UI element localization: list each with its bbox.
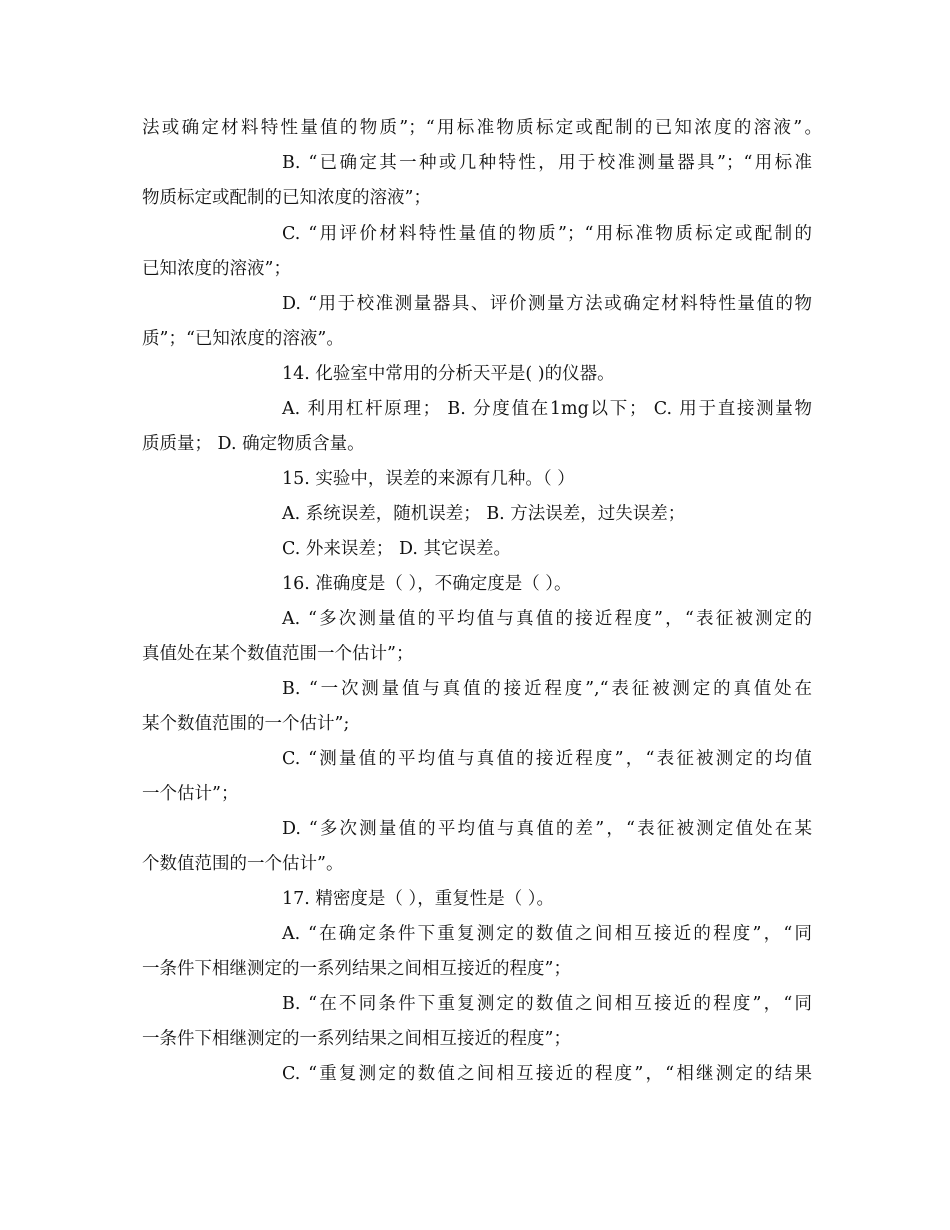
text-line: 物质标定或配制的已知浓度的溶液”； <box>142 188 431 208</box>
text-line: D. “多次测量值的平均值与真值的差”，“表征被测定值处在某 <box>282 819 812 839</box>
text-line: 一条件下相继测定的一系列结果之间相互接近的程度”； <box>142 959 571 979</box>
text-line: 质”；“已知浓度的溶液”。 <box>142 329 344 349</box>
text-line: 质质量； D. 确定物质含量。 <box>142 434 365 454</box>
text-line: A. 利用杠杆原理； B. 分度值在1mg以下； C. 用于直接测量物 <box>282 399 812 419</box>
text-line: A. “多次测量值的平均值与真值的接近程度”，“表征被测定的 <box>282 609 812 629</box>
text-line: B. “一次测量值与真值的接近程度”,“表征被测定的真值处在 <box>282 679 812 699</box>
text-line: B. “在不同条件下重复测定的数值之间相互接近的程度”，“同 <box>282 994 812 1014</box>
question-16: 16. 准确度是（ ），不确定度是（ ）。 <box>282 574 572 594</box>
text-line: A. 系统误差，随机误差； B. 方法误差，过失误差； <box>282 504 686 524</box>
text-line: B. “已确定其一种或几种特性，用于校准测量器具”；“用标准 <box>282 153 812 173</box>
question-14: 14. 化验室中常用的分析天平是( )的仪器。 <box>282 364 615 384</box>
text-line: C. “重复测定的数值之间相互接近的程度”，“相继测定的结果 <box>282 1064 812 1084</box>
text-line: 一条件下相继测定的一系列结果之间相互接近的程度”； <box>142 1029 571 1049</box>
question-15: 15. 实验中，误差的来源有几种。（ ） <box>282 469 575 489</box>
text-line: D. “用于校准测量器具、评价测量方法或确定材料特性量值的物 <box>282 294 812 314</box>
text-line: 已知浓度的溶液”； <box>142 259 291 279</box>
text-line: A. “在确定条件下重复测定的数值之间相互接近的程度”，“同 <box>282 924 812 944</box>
question-17: 17. 精密度是（ ），重复性是（ ）。 <box>282 889 555 909</box>
text-line: 某个数值范围的一个估计”; <box>142 714 350 734</box>
text-line: 一个估计”； <box>142 784 239 804</box>
text-line: 真值处在某个数值范围一个估计”； <box>142 644 414 664</box>
text-line: C. “测量值的平均值与真值的接近程度”，“表征被测定的均值 <box>282 749 812 769</box>
text-line: C. 外来误差； D. 其它误差。 <box>282 539 511 559</box>
text-line: 法或确定材料特性量值的物质”；“用标准物质标定或配制的已知浓度的溶液”。 <box>142 118 822 138</box>
text-line: C. “用评价材料特性量值的物质”；“用标准物质标定或配制的 <box>282 224 812 244</box>
text-line: 个数值范围的一个估计”。 <box>142 854 344 874</box>
